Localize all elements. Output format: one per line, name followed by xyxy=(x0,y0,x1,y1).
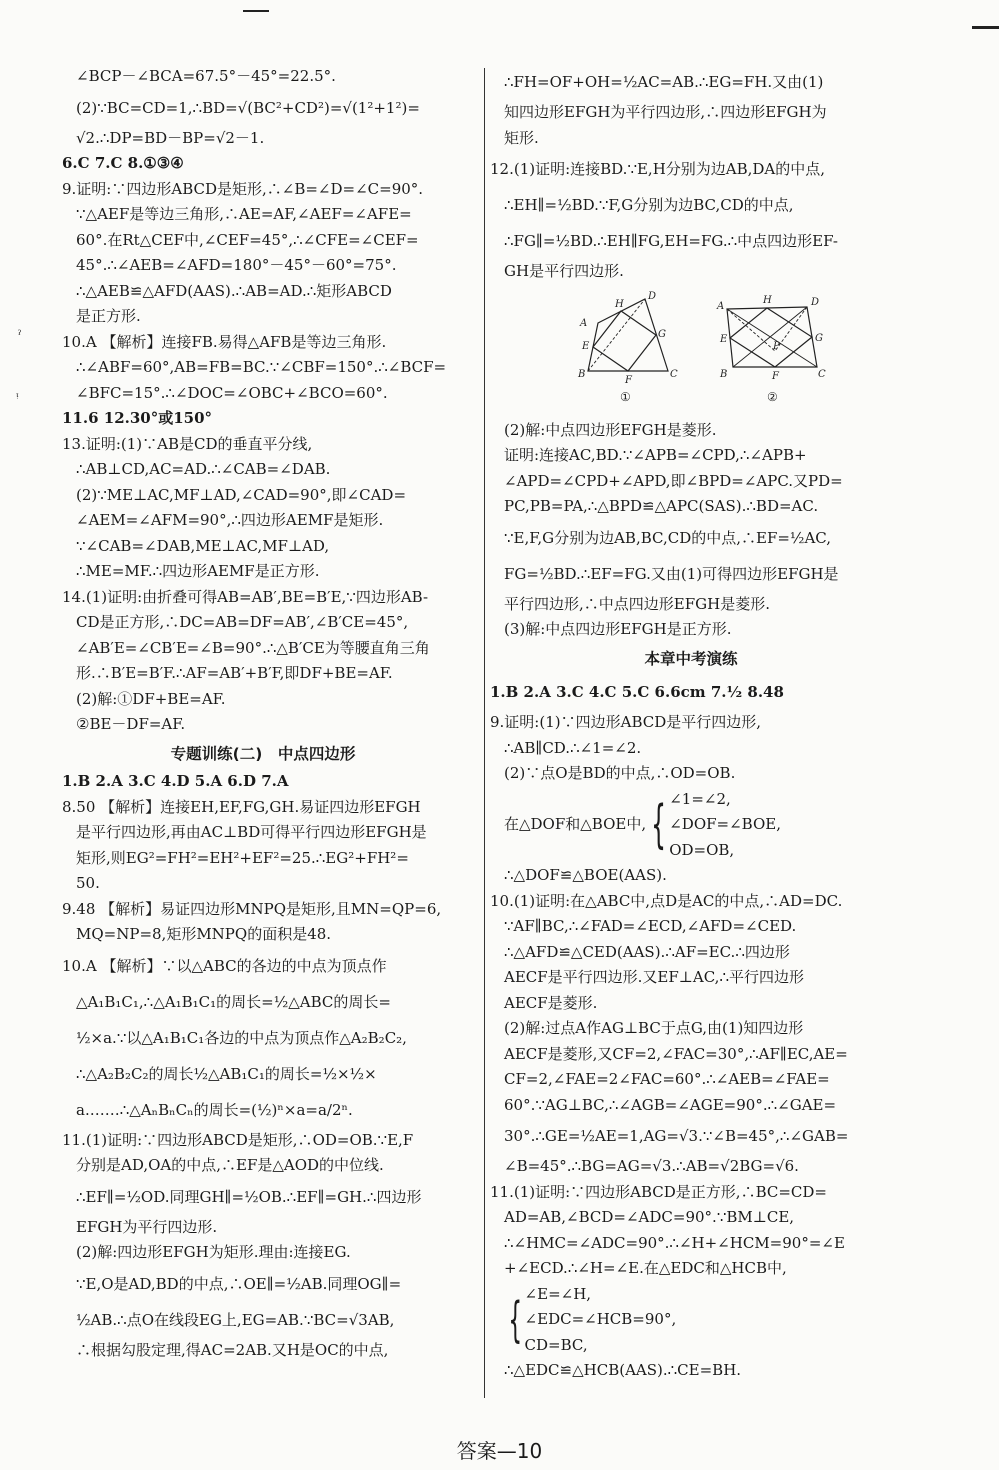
svg-text:B: B xyxy=(720,368,728,380)
answer-line: 是平行四边形,再由AC⊥BD可得平行四边形EFGH是 xyxy=(76,823,427,841)
answer-line: 13.证明:(1)∵AB是CD的垂直平分线, xyxy=(62,434,313,453)
answer-line: 30°.∴GE=½AE=1,AG=√3.∵∠B=45°,∴∠GAB= xyxy=(504,1127,849,1145)
answer-line: ∵∠CAB=∠DAB,ME⊥AC,MF⊥AD, xyxy=(76,536,330,555)
answer-line: 10.(1)证明:在△ABC中,点D是AC的中点,∴AD=DC. xyxy=(490,891,843,910)
svg-text:H: H xyxy=(615,298,624,310)
answer-line: 形.∴B′E=B′F.∴AF=AB′+B′F,即DF+BE=AF. xyxy=(76,664,393,682)
answer-line: ∴EH∥=½BD.∵F,G分别为边BC,CD的中点, xyxy=(504,196,794,214)
answer-line: (2)解:①DF+BE=AF. xyxy=(76,689,226,708)
page-number: 答案—10 xyxy=(456,1439,543,1463)
answer-line: √2.∴DP=BD－BP=√2－1. xyxy=(76,128,265,147)
answer-line: ②BE－DF=AF. xyxy=(76,715,186,733)
answer-line: (2)解:过点A作AG⊥BC于点G,由(1)知四边形 xyxy=(504,1019,804,1037)
answer-line: AECF是菱形,又CF=2,∠FAC=30°,∴AF∥EC,AE= xyxy=(504,1044,848,1063)
answer-line: ∴△AFD≌△CED(AAS).∴AF=EC.∴四边形 xyxy=(504,942,790,961)
answer-line: ∠AEM=∠AFM=90°,∴四边形AEMF是矩形. xyxy=(76,511,384,529)
answer-line: AECF是菱形. xyxy=(504,993,598,1012)
answer-line: 证明:连接AC,BD.∵∠APB=∠CPD,∴∠APB+ xyxy=(504,446,807,464)
answer-line: ∠APD=∠CPD+∠APD,即∠BPD=∠APC.又PD= xyxy=(504,471,843,490)
answer-line: 14.(1)证明:由折叠可得AB=AB′,BE=B′E,∵四边形AB- xyxy=(62,587,429,606)
margin-mark: ᵎ xyxy=(16,390,19,404)
figure-1-caption: ① xyxy=(620,389,631,404)
answer-line: ∵E,O是AD,BD的中点,∴OE∥=½AB.同理OG∥= xyxy=(76,1274,402,1293)
top-mark xyxy=(243,10,269,12)
answer-line: ∴FH=OF+OH=½AC=AB.∴EG=FH.又由(1) xyxy=(504,73,824,91)
section-title: 专题训练(二) 中点四边形 xyxy=(170,744,356,763)
answer-line: ∴ME=MF.∴四边形AEMF是正方形. xyxy=(76,562,320,580)
svg-text:F: F xyxy=(772,370,779,382)
answer-line: ∠AB′E=∠CB′E=∠B=90°.∴△B′CE为等腰直角三角 xyxy=(76,638,430,657)
system-line: ∠DOF=∠BOE, xyxy=(669,815,781,833)
right-column xyxy=(490,64,892,1384)
answer-line: 60°.∵AG⊥BC,∴∠AGB=∠AGE=90°.∴∠GAE= xyxy=(504,1095,837,1114)
svg-text:A: A xyxy=(580,317,588,329)
answer-line: ∴△AEB≌△AFD(AAS).∴AB=AD.∴矩形ABCD xyxy=(76,281,392,300)
answer-line: (2)解:四边形EFGH为矩形.理由:连接EG. xyxy=(76,1243,351,1261)
answer-q6: 6.C 7.C 8.①③④ xyxy=(62,154,184,172)
svg-text:G: G xyxy=(815,332,823,344)
answer-line: 11.(1)证明:∵四边形ABCD是矩形,∴OD=OB.∵E,F xyxy=(62,1130,414,1149)
answer-line: ½×a.∵以△A₁B₁C₁各边的中点为顶点作△A₂B₂C₂, xyxy=(76,1028,407,1047)
answer-line: a.……∴△AₙBₙCₙ的周长=(½)ⁿ×a=a/2ⁿ. xyxy=(76,1100,353,1119)
column-divider xyxy=(484,68,485,1398)
svg-text:D: D xyxy=(648,290,657,302)
top-right-mark xyxy=(972,26,999,29)
answer-line: 9.证明:(1)∵四边形ABCD是平行四边形, xyxy=(490,713,762,731)
answer-line: ∴根据勾股定理,得AC=2AB.又H是OC的中点, xyxy=(76,1340,389,1359)
answer-line: 分别是AD,OA的中点,∴EF是△AOD的中位线. xyxy=(76,1156,384,1174)
answer-line: 60°.在Rt△CEF中,∠CEF=45°,∴∠CFE=∠CEF= xyxy=(76,230,419,249)
answer-line: 平行四边形,∴中点四边形EFGH是菱形. xyxy=(504,594,770,613)
left-brace: { xyxy=(651,794,667,855)
midpoint-quadrilateral-figures xyxy=(570,289,892,414)
svg-text:E: E xyxy=(720,333,728,345)
answer-line: 1.B 2.A 3.C 4.C 5.C 6.6cm 7.½ 8.48 xyxy=(490,683,784,701)
system-line: ∠1=∠2, xyxy=(669,789,731,808)
system-line: ∠EDC=∠HCB=90°, xyxy=(524,1310,677,1328)
svg-text:P: P xyxy=(773,340,780,352)
answer-line: 9.48 【解析】易证四边形MNPQ是矩形,且MN=QP=6, xyxy=(62,899,442,918)
answer-line: AECF是平行四边形.又EF⊥AC,∴平行四边形 xyxy=(504,968,804,986)
answer-line: 9.证明:∵四边形ABCD是矩形,∴∠B=∠D=∠C=90°. xyxy=(62,179,424,198)
svg-text:C: C xyxy=(670,368,678,380)
svg-text:A: A xyxy=(717,300,725,312)
svg-text:D: D xyxy=(811,296,820,308)
answer-line: ∴△A₂B₂C₂的周长½△AB₁C₁的周长=½×½× xyxy=(76,1064,377,1083)
answer-line: 11.(1)证明:∵四边形ABCD是正方形,∴BC=CD= xyxy=(490,1182,827,1201)
answer-line: ∵E,F,G分别为边AB,BC,CD的中点,∴EF=½AC, xyxy=(504,528,831,547)
figure-2 xyxy=(715,289,830,404)
answer-line: (3)解:中点四边形EFGH是正方形. xyxy=(504,620,732,638)
answer-line: 50. xyxy=(76,874,100,892)
answer-line: ∵△AEF是等边三角形,∴AE=AF,∠AEF=∠AFE= xyxy=(76,205,412,223)
answer-line: ∴△EDC≌△HCB(AAS).∴CE=BH. xyxy=(504,1361,742,1379)
system-line: ∠E=∠H, xyxy=(524,1284,592,1303)
answer-line: 矩形. xyxy=(504,128,539,147)
answer-line: (2)∵BC=CD=1,∴BD=√(BC²+CD²)=√(1²+1²)= xyxy=(76,98,420,117)
answer-line: PC,PB=PA,∴△BPD≌△APC(SAS).∴BD=AC. xyxy=(504,497,819,515)
system-line: CD=BC, xyxy=(524,1335,588,1354)
answer-line: ½AB.∴点O在线段EG上,EG=AB.∵BC=√3AB, xyxy=(76,1310,395,1329)
answer-line: ∵AF∥BC,∴∠FAD=∠ECD,∠AFD=∠CED. xyxy=(504,917,797,935)
answer-line: FG=½BD.∴EF=FG.又由(1)可得四边形EFGH是 xyxy=(504,564,839,583)
svg-text:H: H xyxy=(763,294,772,306)
answer-line: 45°.∴∠AEB=∠AFD=180°－45°－60°=75°. xyxy=(76,256,397,274)
answer-line: (2)解:中点四边形EFGH是菱形. xyxy=(504,420,717,439)
figure-1 xyxy=(570,289,685,404)
section-title: 本章中考演练 xyxy=(644,649,738,668)
answer-line: △A₁B₁C₁,∴△A₁B₁C₁的周长=½△ABC的周长= xyxy=(76,992,391,1011)
svg-text:C: C xyxy=(818,368,826,380)
left-column xyxy=(62,64,464,1363)
answer-line: 10.A 【解析】连接FB.易得△AFB是等边三角形. xyxy=(62,332,387,351)
equation-system xyxy=(490,787,892,864)
answer-line: ∴FG∥=½BD.∴EH∥FG,EH=FG.∴中点四边形EF- xyxy=(504,232,838,250)
answer-line: EFGH为平行四边形. xyxy=(76,1217,218,1236)
svg-text:B: B xyxy=(578,368,586,380)
answer-line: +∠ECD.∴∠H=∠E.在△EDC和△HCB中, xyxy=(504,1259,787,1277)
answer-line: ∠BCP－∠BCA=67.5°－45°=22.5°. xyxy=(76,67,336,85)
svg-text:F: F xyxy=(625,374,632,386)
answer-line: GH是平行四边形. xyxy=(504,262,624,280)
answer-line: (2)∵ME⊥AC,MF⊥AD,∠CAD=90°,即∠CAD= xyxy=(76,485,407,504)
answer-line: 10.A 【解析】∵以△ABC的各边的中点为顶点作 xyxy=(62,956,387,975)
answer-line: 8.50 【解析】连接EH,EF,FG,GH.易证四边形EFGH xyxy=(62,797,421,816)
system-label: 在△DOF和△BOE中, xyxy=(504,815,647,833)
answer-line: ∴∠ABF=60°,AB=FB=BC.∵∠CBF=150°.∴∠BCF= xyxy=(76,358,447,376)
answer-line: (2)∵点O是BD的中点,∴OD=OB. xyxy=(504,764,736,782)
answer-line: AD=AB,∠BCD=∠ADC=90°.∵BM⊥CE, xyxy=(504,1208,795,1226)
answer-line: ∴AB⊥CD,AC=AD.∴∠CAB=∠DAB. xyxy=(76,460,331,478)
answer-line: ∴EF∥=½OD.同理GH∥=½OB.∴EF∥=GH.∴四边形 xyxy=(76,1187,422,1206)
margin-mark: ˀ xyxy=(18,328,22,342)
answer-line: ∠B=45°.∴BG=AG=√3.∴AB=√2BG=√6. xyxy=(504,1157,799,1175)
left-brace: { xyxy=(508,1291,523,1348)
svg-text:G: G xyxy=(658,328,666,340)
answer-line: ∴AB∥CD.∴∠1=∠2. xyxy=(504,738,642,757)
answer-line: MQ=NP=8,矩形MNPQ的面积是48. xyxy=(76,925,332,943)
answer-line: ∴△DOF≌△BOE(AAS). xyxy=(504,866,667,884)
equation-system xyxy=(490,1282,892,1359)
answer-line: 1.B 2.A 3.C 4.D 5.A 6.D 7.A xyxy=(62,772,289,790)
figure-2-caption: ② xyxy=(767,389,778,404)
svg-text:E: E xyxy=(582,340,590,352)
answer-q11: 11.6 12.30°或150° xyxy=(62,409,213,427)
answer-line: 知四边形EFGH为平行四边形,∴四边形EFGH为 xyxy=(504,103,827,121)
answer-line: ∠BFC=15°.∴∠DOC=∠OBC+∠BCO=60°. xyxy=(76,383,388,402)
answer-line: CD是正方形,∴DC=AB=DF=AB′,∠B′CE=45°, xyxy=(76,613,409,631)
system-line: OD=OB, xyxy=(669,840,735,859)
answer-line: 是正方形. xyxy=(76,307,141,325)
answer-line: CF=2,∠FAE=2∠FAC=60°.∴∠AEB=∠FAE= xyxy=(504,1070,830,1088)
answer-line: 矩形,则EG²=FH²=EH²+EF²=25.∴EG²+FH²= xyxy=(76,848,409,867)
answer-line: 12.(1)证明:连接BD.∵E,H分别为边AB,DA的中点, xyxy=(490,160,826,178)
answer-line: ∴∠HMC=∠ADC=90°.∴∠H+∠HCM=90°=∠E xyxy=(504,1233,845,1252)
